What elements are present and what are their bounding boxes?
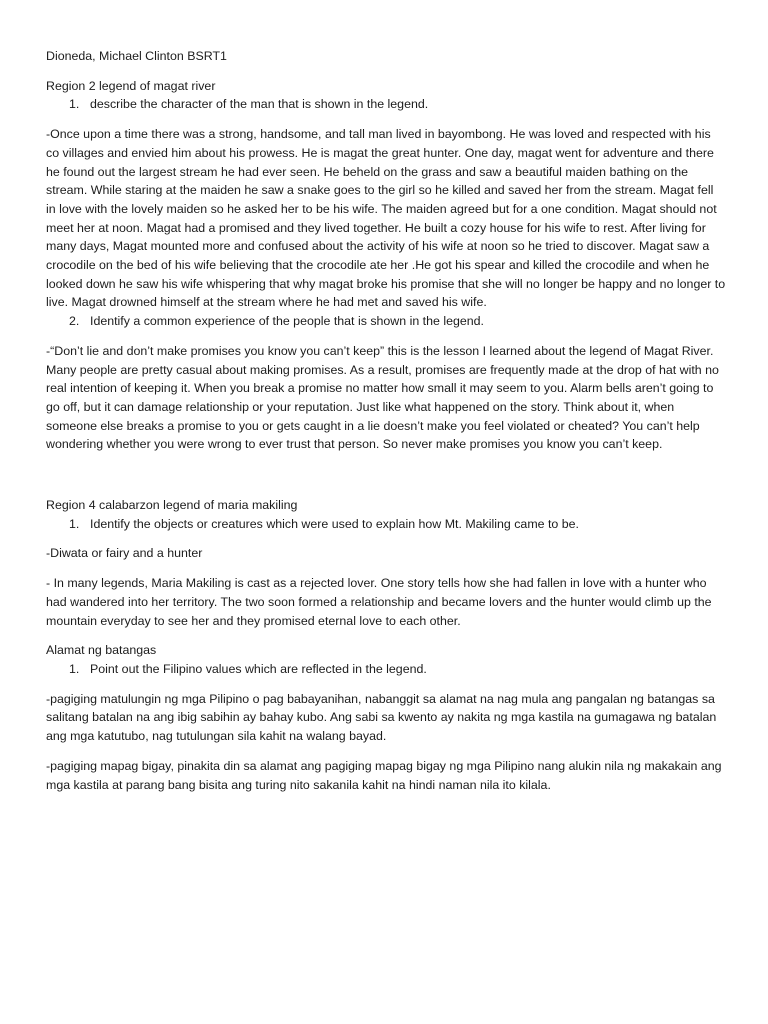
question-text: Identify a common experience of the people that is shown in the legend. <box>90 314 484 329</box>
question-text: describe the character of the man that is shown in the legend. <box>90 97 429 112</box>
document-page <box>46 47 726 794</box>
question-text: Identify the objects or creatures which were used to explain how Mt. Makiling came to be. <box>90 516 579 531</box>
list-number: 1. <box>69 516 80 531</box>
section-spacer <box>46 454 726 486</box>
question-magat-1 <box>69 95 726 114</box>
list-number: 1. <box>69 661 80 676</box>
section-title-batangas: Alamat ng batangas <box>46 643 157 658</box>
answer-magat-1: -Once upon a time there was a strong, handsome, and tall man lived in bayombong. He was loved and respected with his co villages and envied him about his prowess. He is magat the great hunter. One day, magat went for adventure and there he found out the largest stream he had ever seen. He beheld on the grass and saw a beautiful maiden bathing on the stream. While staring at the maiden he saw a snake goes to the girl so he killed and saved her from the stream. Magat fell in love with the lovely maiden so he asked her to be his wife. The maiden agreed but for a one condition. Magat should not meet her at noon. Magat had a promised and they lived together. He built a cozy house for his wife to rest. After living for many days, Magat mounted more and confused about the activity of his wife at noon so he tried to discover. Magat saw a crocodile on the bed of his wife believing that the crocodile ate her .He got his spear and killed the crocodile and when he looked down he saw his wife whispering that why magat broke his promise that she will no longer be happy and no longer to live. Magat drowned himself at the stream where he had met and saved his wife. <box>46 127 726 310</box>
answer-magat-2: -“Don’t lie and don’t make promises you know you can’t keep” this is the lesson I learned about the legend of Magat River. Many people are pretty casual about making promises. As a result, promises are frequently made at the drop of hat with no real intention of keeping it. When you break a promise no matter how small it may seem to you. Alarm bells aren’t going to go off, but it can damage relationship or your reputation. Just like what happened on the story. Think about it, when someone else breaks a promise to you or gets caught in a lie doesn’t make you feel violated or cheated? You can’t help wondering whether you were wrong to ever trust that person. So never make promises you know you can’t keep. <box>46 343 719 452</box>
section-title-magat: Region 2 legend of magat river <box>46 78 216 93</box>
section-title-makiling: Region 4 calabarzon legend of maria makiling <box>46 498 298 513</box>
answer-makiling-1: -Diwata or fairy and a hunter <box>46 546 203 561</box>
list-number: 2. <box>69 314 80 329</box>
answer-batangas-2: -pagiging mapag bigay, pinakita din sa alamat ang pagiging mapag bigay ng mga Pilipino nang alukin nila ng makakain ang mga kastila at parang bang bisita ang turing nito sakanila kahit na hindi naman nila ito kilala. <box>46 758 722 792</box>
question-magat-2 <box>69 312 726 331</box>
question-batangas-1 <box>69 660 726 679</box>
author-line: Dioneda, Michael Clinton BSRT1 <box>46 49 227 63</box>
list-number: 1. <box>69 97 80 112</box>
question-makiling-1 <box>69 515 726 534</box>
answer-makiling-2: - In many legends, Maria Makiling is cast as a rejected lover. One story tells how she had fallen in love with a hunter who had wandered into her territory. The two soon formed a relationship and became lovers and the hunter would climb up the mountain everyday to see her and they promised eternal love to each other. <box>46 576 712 628</box>
answer-batangas-1: -pagiging matulungin ng mga Pilipino o pag babayanihan, nabanggit sa alamat na nag mula ang pangalan ng batangas sa salitang batalan na ang ibig sabihin ay bahay kubo. Ang sabi sa kwento ay nakita ng mga kastila na gumagawa ng batalan ang mga katutubo, nag tutulungan sila kahit na walang bayad. <box>46 691 717 744</box>
question-text: Point out the Filipino values which are reflected in the legend. <box>90 661 427 676</box>
